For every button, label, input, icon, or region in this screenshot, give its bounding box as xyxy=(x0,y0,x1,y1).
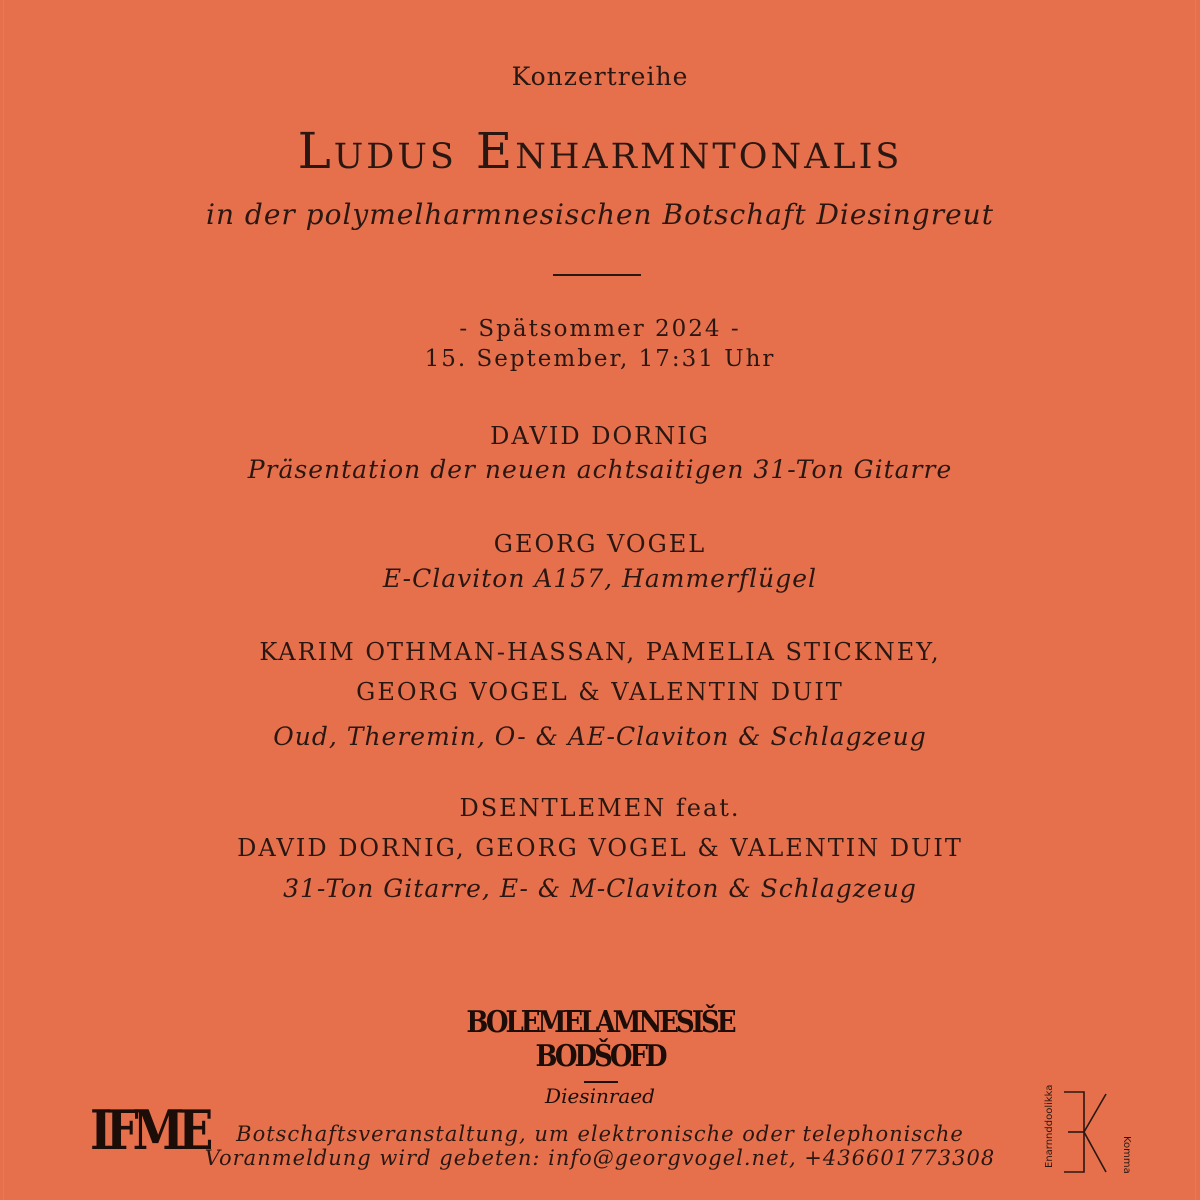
season-label: - Spätsommer 2024 - xyxy=(459,316,741,342)
act-1-instruments: Präsentation der neuen achtsaitigen 31-Ton Gitarre xyxy=(247,455,953,484)
embassy-logo-line-2: BODŠOFD xyxy=(535,1039,665,1075)
act-3-name-line-2: GEORG VOGEL & VALENTIN DUIT xyxy=(356,678,844,706)
act-3-name-line-1: KARIM OTHMAN-HASSAN, PAMELIA STICKNEY, xyxy=(259,638,941,666)
footer-line-2: Voranmeldung wird gebeten: info@georgvogel.net, +436601773308 xyxy=(204,1146,996,1170)
event-datetime: 15. September, 17:31 Uhr xyxy=(424,346,776,372)
embassy-logo-line-1: BOLEMELAMNESIŠE xyxy=(466,1005,734,1041)
act-4-name-line-2: DAVID DORNIG, GEORG VOGEL & VALENTIN DUIT xyxy=(237,834,963,862)
ifme-logo: IFME xyxy=(90,1098,208,1162)
ek-logo-text-2: Komma xyxy=(1121,1136,1132,1174)
series-label: Konzertreihe xyxy=(511,62,689,91)
ek-logo-text-1: Enarnnddoolikka xyxy=(1044,1084,1055,1168)
act-2-instruments: E-Claviton A157, Hammerflügel xyxy=(382,564,818,593)
act-1-name: DAVID DORNIG xyxy=(490,422,710,450)
footer-line-1: Botschaftsveranstaltung, um elektronische oder telephonische xyxy=(236,1122,964,1146)
venue-line: in der polymelharmnesischen Botschaft Diesingreut xyxy=(206,198,994,231)
embassy-logo-rule xyxy=(584,1081,618,1083)
embassy-logo-line-3: Diesinraed xyxy=(545,1084,655,1108)
act-3-instruments: Oud, Theremin, O- & AE-Claviton & Schlagzeug xyxy=(273,722,927,751)
concert-title: Ludus Enharmntonalis xyxy=(297,122,903,180)
act-4-name-line-1: DSENTLEMEN feat. xyxy=(459,794,741,822)
act-2-name: GEORG VOGEL xyxy=(493,530,707,558)
ek-logo-icon xyxy=(1032,1082,1132,1182)
title-divider xyxy=(553,274,641,276)
act-4-instruments: 31-Ton Gitarre, E- & M-Claviton & Schlagzeug xyxy=(283,874,917,903)
